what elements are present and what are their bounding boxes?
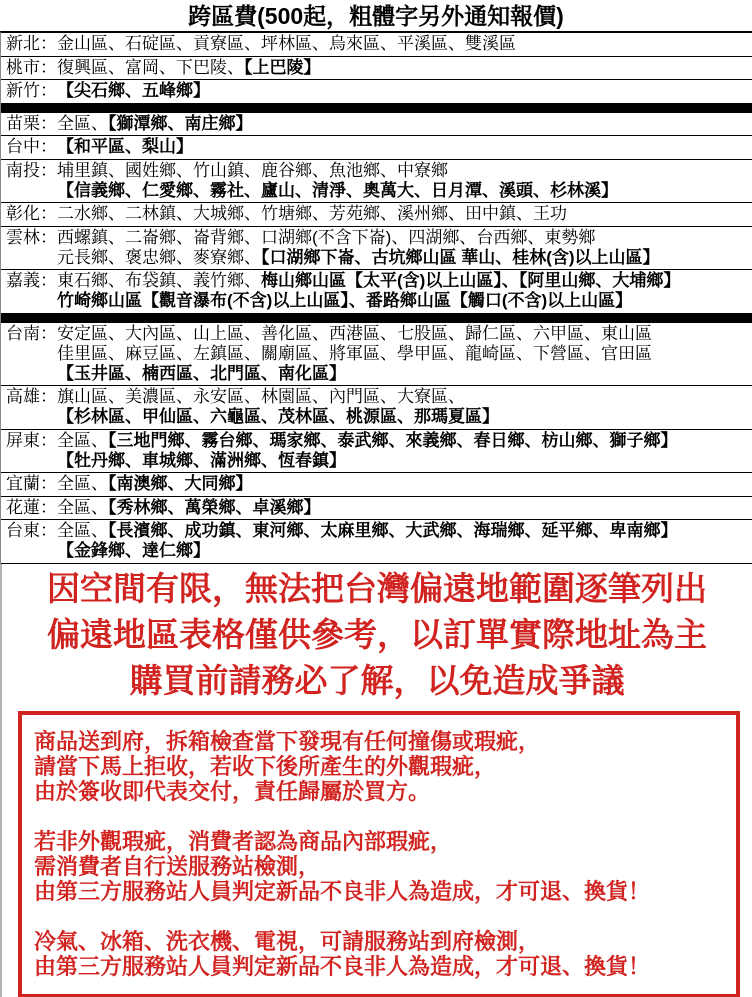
region-label: 彰化： <box>6 204 57 223</box>
district-line <box>57 407 752 427</box>
region-districts <box>57 387 752 427</box>
district-line <box>57 271 752 291</box>
district-segment-bold: 梅山鄉山區【太平(含)以上山區】、【阿里山鄉、大埔鄉】 <box>261 271 681 290</box>
district-segment-bold: 【牡丹鄉、車城鄉、滿洲鄉、恆春鎮】 <box>57 450 346 470</box>
district-segment-bold: 【秀林鄉、萬榮鄉、卓溪鄉】 <box>108 497 321 517</box>
region-row <box>1 33 752 57</box>
warning-paragraph <box>34 729 728 804</box>
district-line <box>57 474 752 494</box>
notice-line: 偏遠地區表格僅供參考，以訂單實際地址為主 <box>47 615 707 653</box>
region-row <box>1 430 752 474</box>
region-row <box>1 386 752 430</box>
district-line <box>57 81 752 101</box>
district-line <box>57 58 752 78</box>
district-line <box>57 291 752 311</box>
region-label: 宜蘭： <box>6 474 57 493</box>
district-segment-bold: 【玉井區、楠西區、北門區、南化區】 <box>57 363 346 383</box>
district-line <box>57 161 752 181</box>
region-districts <box>57 34 752 54</box>
warning-line: 商品送到府，拆箱檢查當下發現有任何撞傷或瑕疵， <box>34 728 541 754</box>
region-row <box>1 473 752 497</box>
district-segment-bold: 【信義鄉、仁愛鄉、霧社、廬山、清淨、奧萬大、日月潭、溪頭、杉林溪】 <box>57 180 618 200</box>
district-segment: 全區、 <box>57 521 108 540</box>
region-districts <box>57 474 752 494</box>
region-row <box>1 497 752 521</box>
district-segment-bold: 【獅潭鄉、南庄鄉】 <box>108 113 253 133</box>
inspection-warning-box <box>18 711 740 997</box>
region-districts <box>57 81 752 101</box>
page-title: 跨區費(500起，粗體字另外通知報價) <box>188 3 564 29</box>
region-districts <box>57 137 752 157</box>
region-districts <box>57 431 752 471</box>
warning-line: 請當下馬上拒收，若收下後所產生的外觀瑕疵， <box>34 753 497 779</box>
district-segment: 元長鄉、褒忠鄉、麥寮鄉、 <box>57 247 261 267</box>
district-segment: 金山區、石碇區、貢寮區、坪林區、烏來區、平溪區、雙溪區 <box>57 34 516 53</box>
region-label: 苗栗： <box>6 113 57 133</box>
region-row <box>1 227 752 271</box>
warning-line: 由於簽收即代表交付，責任歸屬於買方。 <box>34 778 431 804</box>
region-label: 高雄： <box>6 387 57 406</box>
district-line <box>57 228 752 248</box>
region-label: 新北： <box>6 34 57 53</box>
district-line <box>57 137 752 157</box>
region-label: 台東： <box>6 521 57 540</box>
district-segment-bold: 竹崎鄉山區【觀音瀑布(不含)以上山區】、番路鄉山區【觸口(不含)以上山區】 <box>57 291 633 310</box>
district-line <box>57 364 752 384</box>
district-segment-bold: 【口湖鄉下崙、古坑鄉山區 華山、桂林(含)以上山區】 <box>261 247 660 267</box>
notice-line: 因空間有限，無法把台灣偏遠地範圍逐筆列出 <box>47 569 707 607</box>
district-segment: 東石鄉、布袋鎮、義竹鄉、 <box>57 271 261 290</box>
district-line <box>57 521 752 541</box>
district-line <box>57 498 752 518</box>
district-line <box>57 344 752 364</box>
region-label: 嘉義： <box>6 271 57 290</box>
district-segment: 旗山區、美濃區、永安區、林園區、內門區、大寮區、 <box>57 387 465 406</box>
warning-line: 若非外觀瑕疵，消費者認為商品內部瑕疵， <box>34 828 453 854</box>
region-label: 屏東： <box>6 430 57 450</box>
district-line <box>57 541 752 561</box>
remote-area-notice <box>2 564 752 704</box>
region-districts <box>57 114 752 134</box>
region-districts <box>57 58 752 78</box>
district-segment: 西螺鎮、二崙鄉、崙背鄉、口湖鄉(不含下崙)、四湖鄉、台西鄉、東勢鄉 <box>57 227 596 247</box>
region-label: 南投： <box>6 160 57 180</box>
district-segment: 埔里鎮、國姓鄉、竹山鎮、鹿谷鄉、魚池鄉、中寮鄉 <box>57 160 448 180</box>
region-districts <box>57 324 752 384</box>
district-segment: 全區、 <box>57 497 108 517</box>
region-label: 台南： <box>6 323 57 343</box>
region-label: 花蓮： <box>6 497 57 517</box>
district-line <box>57 181 752 201</box>
district-line <box>57 34 752 54</box>
district-segment-bold: 【三地門鄉、霧台鄉、瑪家鄉、泰武鄉、來義鄉、春日鄉、枋山鄉、獅子鄉】 <box>108 430 678 450</box>
warning-line: 冷氣、冰箱、洗衣機、電視，可請服務站到府檢測， <box>34 928 541 954</box>
region-row <box>1 323 752 387</box>
district-segment-bold: 【南澳鄉、大同鄉】 <box>108 474 253 493</box>
district-segment: 復興區、富岡、下巴陵、 <box>57 57 244 77</box>
region-label: 桃市： <box>6 57 57 77</box>
region-row <box>1 113 752 137</box>
district-line <box>57 248 752 268</box>
region-districts <box>57 521 752 561</box>
district-segment-bold: 【上巴陵】 <box>244 57 321 77</box>
district-segment: 全區、 <box>57 113 108 133</box>
district-segment-bold: 【尖石鄉、五峰鄉】 <box>57 81 210 100</box>
region-row <box>1 57 752 81</box>
notice-line: 購買前請務必了解，以免造成爭議 <box>129 661 625 699</box>
region-districts <box>57 271 752 311</box>
district-line <box>57 324 752 344</box>
region-label: 雲林： <box>6 227 57 247</box>
district-segment: 佳里區、麻豆區、左鎮區、關廟區、將軍區、學甲區、龍崎區、下營區、官田區 <box>57 343 652 363</box>
region-row <box>1 520 752 564</box>
region-districts <box>57 498 752 518</box>
region-districts <box>57 228 752 268</box>
district-segment-bold: 【長濱鄉、成功鎮、東河鄉、太麻里鄉、大武鄉、海瑞鄉、延平鄉、卑南鄉】 <box>108 521 678 540</box>
region-districts <box>57 161 752 201</box>
warning-line: 由第三方服務站人員判定新品不良非人為造成，才可退、換貨！ <box>34 953 651 979</box>
region-table <box>0 31 752 564</box>
district-segment: 全區、 <box>57 430 108 450</box>
region-row <box>1 80 752 104</box>
region-label: 新竹： <box>6 81 57 100</box>
bottom-section <box>0 564 752 997</box>
region-label: 台中： <box>6 137 57 156</box>
district-line <box>57 204 752 224</box>
region-row <box>1 270 752 314</box>
section-separator-bar <box>1 104 752 113</box>
region-districts <box>57 204 752 224</box>
district-segment: 二水鄉、二林鎮、大城鄉、竹塘鄉、芳苑鄉、溪州鄉、田中鎮、王功 <box>57 204 567 223</box>
warning-paragraph <box>34 929 728 979</box>
district-line <box>57 451 752 471</box>
district-line <box>57 387 752 407</box>
district-line <box>57 431 752 451</box>
district-segment-bold: 【杉林區、甲仙區、六龜區、茂林區、桃源區、那瑪夏區】 <box>57 407 499 426</box>
district-segment: 安定區、大內區、山上區、善化區、西港區、七股區、歸仁區、六甲區、東山區 <box>57 323 652 343</box>
district-segment-bold: 【和平區、梨山】 <box>57 137 193 156</box>
district-segment-bold: 【金鋒鄉、達仁鄉】 <box>57 541 210 560</box>
district-line <box>57 114 752 134</box>
warning-line: 需消費者自行送服務站檢測， <box>34 853 321 879</box>
warning-paragraph <box>34 829 728 904</box>
region-row <box>1 136 752 160</box>
region-row <box>1 160 752 204</box>
region-row <box>1 203 752 227</box>
warning-line: 由第三方服務站人員判定新品不良非人為造成，才可退、換貨！ <box>34 878 651 904</box>
section-separator-bar <box>1 314 752 323</box>
district-segment: 全區、 <box>57 474 108 493</box>
